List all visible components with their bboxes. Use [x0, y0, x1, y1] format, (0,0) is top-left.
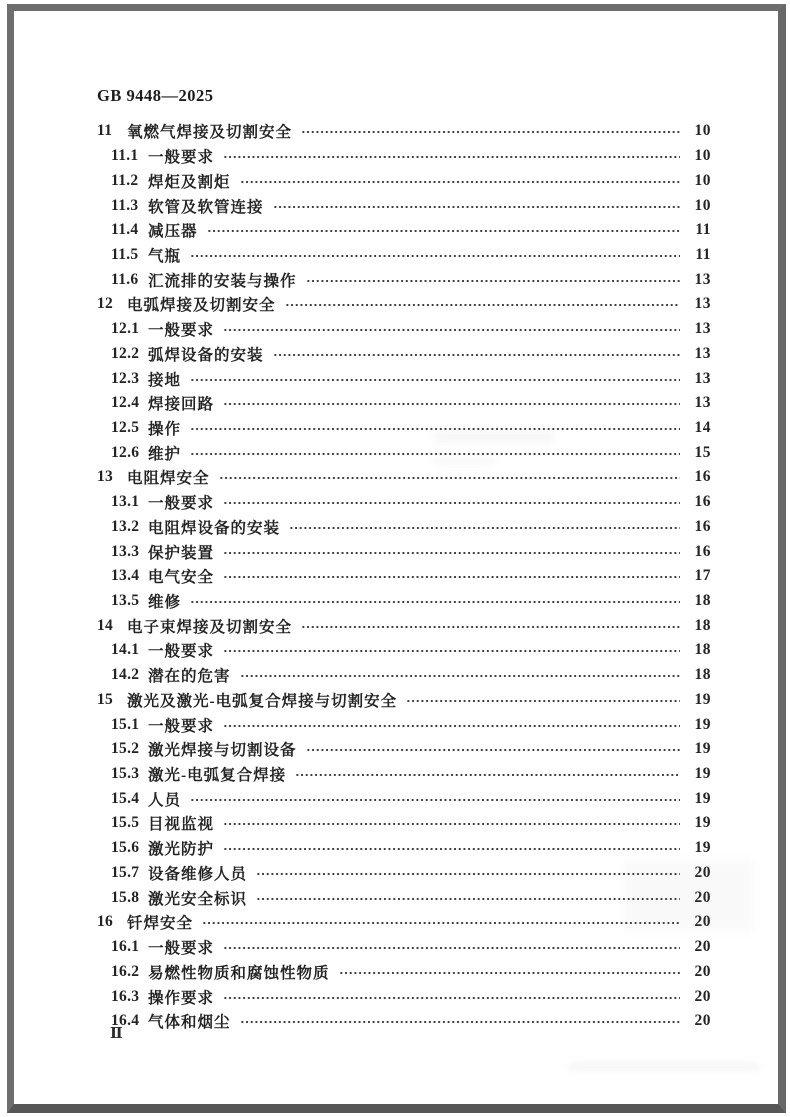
toc-entry-page: 11: [695, 221, 711, 239]
toc-entry-title: 减压器: [148, 223, 198, 241]
toc-entry-number: 11.5: [111, 245, 139, 263]
toc-entry-page: 18: [694, 641, 711, 659]
toc-entry-page: 20: [694, 913, 711, 931]
dot-leader: [256, 869, 680, 879]
toc-entry-number: 16.3: [111, 987, 140, 1005]
dot-leader: [306, 276, 680, 286]
toc-entry-title: 电气安全: [148, 569, 215, 587]
toc-entry-number: 15.3: [111, 765, 140, 783]
toc-entry-title: 设备维修人员: [148, 865, 248, 883]
dot-leader: [190, 424, 680, 434]
toc-entry-title: 汇流排的安装与操作: [148, 272, 297, 290]
toc-entry: [97, 539, 711, 564]
toc-entry: [97, 193, 711, 218]
toc-entry-number: 16: [97, 913, 114, 931]
toc-entry: [97, 712, 711, 737]
toc-entry-page: 13: [694, 369, 711, 387]
toc-entry: [97, 935, 711, 960]
toc-entry-page: 13: [694, 270, 711, 288]
toc-entry: [97, 243, 711, 268]
toc-entry-page: 13: [694, 344, 711, 362]
toc-entry-number: 11.1: [111, 147, 139, 165]
dot-leader: [285, 300, 680, 310]
toc-entry-number: 13.5: [111, 592, 140, 610]
toc-entry: [97, 416, 711, 441]
dot-leader: [190, 597, 680, 607]
toc-entry-number: 13.2: [111, 517, 140, 535]
toc-entry-number: 11: [97, 122, 113, 140]
toc-entry-number: 15: [97, 690, 114, 708]
toc-entry-title: 软管及软管连接: [148, 198, 264, 216]
dot-leader: [223, 572, 680, 582]
toc-entry-page: 18: [694, 666, 711, 684]
page-frame: [7, 4, 786, 1113]
toc-entry-number: 11.6: [111, 270, 139, 288]
dot-leader: [223, 844, 680, 854]
toc-entry-title: 易燃性物质和腐蚀性物质: [148, 964, 330, 982]
document-code: GB 9448—2025: [97, 86, 214, 105]
toc-entry: [97, 910, 711, 935]
dot-leader: [289, 523, 680, 533]
toc-entry-number: 12.4: [111, 394, 140, 412]
toc-entry: [97, 836, 711, 861]
toc-entry-number: 13.1: [111, 493, 140, 511]
toc-entry-title: 维护: [148, 445, 182, 463]
toc-entry-page: 10: [694, 122, 711, 140]
toc-entry-title: 一般要求: [148, 940, 215, 958]
dot-leader: [202, 918, 680, 928]
toc-entry-page: 20: [694, 938, 711, 956]
toc-entry-number: 11.2: [111, 171, 139, 189]
toc-entry: [97, 663, 711, 688]
toc-entry: [97, 465, 711, 490]
toc-entry-number: 12.1: [111, 320, 140, 338]
toc-entry-page: 19: [694, 839, 711, 857]
toc-entry-number: 15.4: [111, 789, 140, 807]
toc-entry-title: 电子束焊接及切割安全: [127, 618, 293, 636]
toc-entry-page: 20: [694, 962, 711, 980]
toc-entry-title: 弧焊设备的安装: [148, 346, 264, 364]
toc-entry-page: 10: [694, 147, 711, 165]
toc-entry-number: 12.5: [111, 418, 140, 436]
toc-entry: [97, 638, 711, 663]
toc-entry: [97, 811, 711, 836]
dot-leader: [223, 721, 680, 731]
toc-entry-page: 10: [694, 171, 711, 189]
toc-entry-title: 目视监视: [148, 816, 215, 834]
toc-entry-number: 14: [97, 616, 114, 634]
dot-leader: [339, 968, 680, 978]
toc-entry-title: 氧燃气焊接及切割安全: [127, 124, 293, 142]
toc-entry: [97, 391, 711, 416]
toc-entry: [97, 613, 711, 638]
toc-entry-page: 13: [694, 295, 711, 313]
toc-entry: [97, 984, 711, 1009]
toc-entry-number: 12: [97, 295, 114, 313]
toc-entry: [97, 515, 711, 540]
dot-leader: [223, 943, 680, 953]
toc-entry: [97, 440, 711, 465]
dot-leader: [240, 177, 680, 187]
toc-entry-title: 潜在的危害: [148, 668, 231, 686]
toc-entry-title: 电阻焊安全: [127, 470, 210, 488]
toc-entry-page: 18: [694, 616, 711, 634]
dot-leader: [190, 795, 680, 805]
toc-entry-title: 一般要求: [148, 149, 215, 167]
toc-entry-title: 激光及激光-电弧复合焊接与切割安全: [127, 692, 398, 710]
dot-leader: [207, 226, 680, 236]
toc-entry-title: 一般要求: [148, 717, 215, 735]
dot-leader: [240, 671, 680, 681]
toc-entry-number: 12.3: [111, 369, 140, 387]
toc-entry-number: 11.3: [111, 196, 139, 214]
toc-entry: [97, 589, 711, 614]
toc-entry-title: 气瓶: [148, 247, 182, 265]
dot-leader: [223, 498, 680, 508]
dot-leader: [190, 449, 680, 459]
toc-entry-page: 16: [694, 517, 711, 535]
toc-entry-title: 气体和烟尘: [148, 1014, 231, 1032]
toc-entry-page: 19: [694, 690, 711, 708]
toc-entry-number: 16.4: [111, 1012, 140, 1030]
toc-entry-page: 19: [694, 814, 711, 832]
dot-leader: [190, 375, 680, 385]
toc-entry-title: 保护装置: [148, 544, 215, 562]
toc-entry: [97, 1009, 711, 1034]
toc-entry-title: 激光安全标识: [148, 890, 248, 908]
toc-entry: [97, 737, 711, 762]
dot-leader: [223, 548, 680, 558]
dot-leader: [223, 819, 680, 829]
dot-leader: [256, 894, 680, 904]
toc-entry-title: 一般要求: [148, 322, 215, 340]
toc-entry-number: 13.4: [111, 567, 140, 585]
toc-entry: [97, 959, 711, 984]
toc-entry-number: 15.5: [111, 814, 140, 832]
toc-entry-number: 15.6: [111, 839, 140, 857]
dot-leader: [223, 993, 680, 1003]
toc-entry-number: 16.1: [111, 938, 140, 956]
toc-entry-page: 11: [695, 245, 711, 263]
toc-entry-page: 13: [694, 320, 711, 338]
toc-entry-title: 电阻焊设备的安装: [148, 519, 281, 537]
toc-entry-page: 19: [694, 715, 711, 733]
dot-leader: [219, 473, 680, 483]
toc-entry-page: 17: [694, 567, 711, 585]
toc-entry-number: 13: [97, 468, 114, 486]
toc-entry-page: 13: [694, 394, 711, 412]
toc-entry-number: 15.8: [111, 888, 140, 906]
dot-leader: [273, 350, 680, 360]
toc-entry: [97, 688, 711, 713]
toc-entry-title: 电弧焊接及切割安全: [127, 297, 276, 315]
dot-leader: [406, 696, 680, 706]
toc-entry-number: 11.4: [111, 221, 139, 239]
dot-leader: [295, 770, 680, 780]
toc-entry-title: 接地: [148, 371, 182, 389]
toc-entry-title: 操作要求: [148, 989, 215, 1007]
toc-entry: [97, 317, 711, 342]
toc-entry-number: 13.3: [111, 542, 140, 560]
toc-entry-page: 18: [694, 592, 711, 610]
toc-entry-number: 12.2: [111, 344, 140, 362]
toc-entry-page: 20: [694, 863, 711, 881]
toc-entry-title: 一般要求: [148, 643, 215, 661]
toc-entry-number: 15.1: [111, 715, 140, 733]
toc-entry-page: 19: [694, 789, 711, 807]
toc-entry-page: 16: [694, 468, 711, 486]
toc-entry-title: 激光焊接与切割设备: [148, 742, 297, 760]
toc-entry-page: 14: [694, 418, 711, 436]
dot-leader: [273, 202, 680, 212]
toc-entry-page: 16: [694, 493, 711, 511]
dot-leader: [306, 745, 680, 755]
dot-leader: [301, 622, 680, 632]
toc-entry-number: 12.6: [111, 443, 140, 461]
toc-entry: [97, 490, 711, 515]
toc-entry: [97, 119, 711, 144]
dot-leader: [240, 1017, 680, 1027]
toc-entry-title: 激光防护: [148, 841, 215, 859]
toc-entry-title: 人员: [148, 791, 182, 809]
toc-entry-title: 钎焊安全: [127, 915, 194, 933]
toc-entry: [97, 292, 711, 317]
toc-entry-page: 20: [694, 987, 711, 1005]
page-number-footer: Ⅱ: [110, 1026, 123, 1042]
toc-entry: [97, 144, 711, 169]
dot-leader: [223, 399, 680, 409]
toc-entry: [97, 218, 711, 243]
toc-entry: [97, 564, 711, 589]
toc-entry-page: 20: [694, 1012, 711, 1030]
dot-leader: [301, 127, 680, 137]
scan-artifact: [569, 1063, 759, 1069]
toc-entry-page: 19: [694, 740, 711, 758]
toc-entry-page: 19: [694, 765, 711, 783]
toc-entry: [97, 786, 711, 811]
toc-entry: [97, 885, 711, 910]
dot-leader: [223, 325, 680, 335]
toc-entry: [97, 861, 711, 886]
toc-entry-title: 操作: [148, 420, 182, 438]
toc-entry: [97, 168, 711, 193]
dot-leader: [190, 251, 680, 261]
toc-entry-title: 焊炬及割炬: [148, 173, 231, 191]
dot-leader: [223, 152, 680, 162]
toc-entry-title: 激光-电弧复合焊接: [148, 767, 287, 785]
toc-entry-page: 16: [694, 542, 711, 560]
toc-entry-page: 10: [694, 196, 711, 214]
toc-entry-page: 15: [694, 443, 711, 461]
toc-entry-page: 20: [694, 888, 711, 906]
toc-entry-title: 一般要求: [148, 495, 215, 513]
toc-entry-number: 14.2: [111, 666, 140, 684]
toc-entry: [97, 762, 711, 787]
table-of-contents: [97, 119, 711, 1034]
toc-entry-number: 14.1: [111, 641, 140, 659]
dot-leader: [223, 646, 680, 656]
toc-entry: [97, 341, 711, 366]
toc-entry: [97, 267, 711, 292]
toc-entry-number: 16.2: [111, 962, 140, 980]
toc-entry: [97, 366, 711, 391]
toc-entry-title: 焊接回路: [148, 396, 215, 414]
toc-entry-number: 15.2: [111, 740, 140, 758]
toc-entry-number: 15.7: [111, 863, 140, 881]
toc-entry-title: 维修: [148, 594, 182, 612]
